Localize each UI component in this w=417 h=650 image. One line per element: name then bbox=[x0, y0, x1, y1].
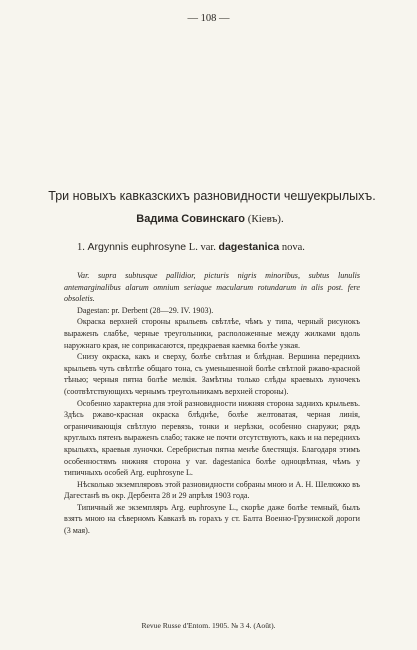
heading-number: 1. bbox=[77, 242, 85, 253]
heading-variety: dagestanica bbox=[218, 241, 280, 253]
species-heading bbox=[77, 241, 305, 253]
author-place: (Кіевъ). bbox=[247, 213, 284, 225]
article-title: Три новыхъ кавказскихъ разновидности чешуекрылыхъ. bbox=[48, 189, 376, 203]
locality-line: Dagestan: pr. Derbent (28—29. IV. 1903). bbox=[77, 305, 214, 315]
page-number: — 108 — bbox=[187, 13, 230, 24]
paragraph: Типичный же экземпляръ Arg. euphrosyne L., скорѣе даже болѣе темный, былъ взятъ мною на сѣверномъ Кавказѣ въ горахъ у ст. Балта Военно-Грузинской дороги (3 мая). bbox=[64, 502, 360, 536]
heading-var: var. bbox=[200, 242, 216, 253]
journal-footer: Revue Russe d'Entom. 1905. № 3 4. (Août). bbox=[141, 621, 276, 630]
paragraph: Нѣсколько экземпляровъ этой разновидности собраны мною и А. Н. Шелюжко въ Дагестанѣ въ окр. Дербента 28 и 29 апрѣля 1903 года. bbox=[64, 479, 360, 501]
paragraph: Особенно характерна для этой разновидности нижняя сторона заднихъ крыльевъ. Здѣсь ржаво-красная окраска блѣднѣе, болѣе желтоватая, черная линія, ограничивающія свѣтлую перевязь, тонки и нерѣзки, особенно снаружи; рядъ круглыхъ пятенъ выраженъ слабо; также не почти отсутствуютъ, какъ и на переднихъ крыльяхъ, краевыя луночки. Серебристыя пятна менѣе блестящія. Благодаря этимъ особенностямъ нижняя сторона у var. dagestanica болѣе одноцвѣтная, чѣмъ у типичныхъ особей Arg. euphrosyne L. bbox=[64, 398, 360, 478]
heading-species: Argynnis euphrosyne bbox=[87, 241, 187, 253]
heading-author: L. bbox=[188, 242, 198, 253]
article-body bbox=[64, 270, 360, 537]
author-line bbox=[60, 213, 360, 225]
latin-diagnosis: Var. supra subtusque pallidior, picturis nigris minoribus, subtus lunulis antemarginalibus alarum omnium seriaque macularum rotundarum in alis post. fere obsoletis. bbox=[64, 271, 360, 304]
paragraph: Окраска верхней стороны крыльевъ свѣтлѣе, чѣмъ у типа, черный рисунокъ выраженъ слабѣе, черные треугольники, расположенные между жилками вдоль наружнаго края, не соприкасаются, предкраевая каемка болѣе узкая. bbox=[64, 317, 360, 350]
heading-nova: nova. bbox=[281, 242, 305, 253]
author-name: Вадима Совинскаго bbox=[136, 213, 245, 225]
paragraph: Снизу окраска, какъ и сверху, болѣе свѣтлая и блѣдная. Вершина переднихъ крыльевъ чуть свѣтлѣе общаго тона, съ уменьшенной болѣе свѣтлой ржаво-красной тѣнью; черныя пятна болѣе мелкія. Замѣтны только слѣды краевыхъ луночекъ (соотвѣтствующихъ чернымъ треугольникамъ верхней стороны). bbox=[64, 352, 360, 396]
